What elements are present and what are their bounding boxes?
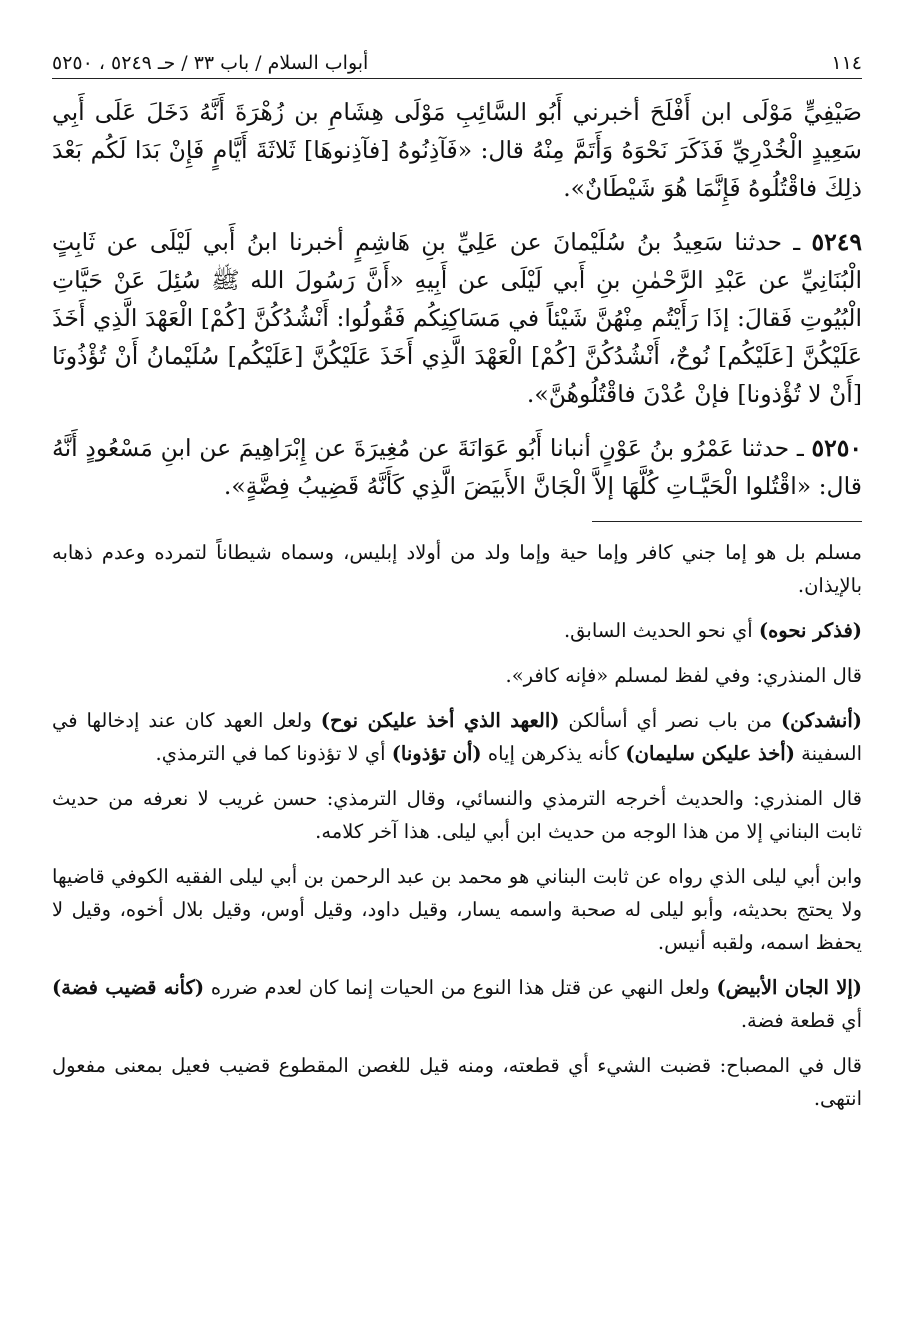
- note-paragraph: مسلم بل هو إما جني كافر وإما حية وإما ولد من أولاد إبليس، وسماه شيطاناً لتمرده وعدم ذهابه بالإيذان.: [52, 541, 862, 597]
- note-text: أي لا تؤذونا كما في الترمذي.: [155, 742, 392, 765]
- hadith-number: ٥٢٥٠: [811, 434, 862, 462]
- hadith-continuation: صَيْفِيٍّ مَوْلَى ابن أَفْلَحَ أخبرني أَبُو السَّائِبِ مَوْلَى هِشَامِ بن زُهْرَةَ أَنَّهُ دَخَلَ عَلَى أَبِي سَعِيدٍ الْخُدْرِيِّ فَذَكَرَ نَحْوَهُ وَأَتَمَّ مِنْهُ قال: «فَآذِنُوهُ [فآذِنوهَا] ثَلاثَةَ أَيَّامٍ فَإِنْ بَدَا لَكُم بَعْدَ ذلِكَ فاقْتُلُوهُ فَإِنَّمَا هُوَ شَيْطَانٌ».: [52, 98, 862, 202]
- hadith-text: ـ حدثنا سَعِيدُ بنُ سُلَيْمانَ عن عَلِيِّ بنِ هَاشِمٍ أخبرنا ابنُ أَبي لَيْلَى عن ثَابِتٍ الْبُنَانِيِّ عن عَبْدِ الرَّحْمٰنِ بنِ أَبي لَيْلَى عن أَبِيهِ «أَنَّ رَسُولَ الله ﷺ سُئِلَ عَنْ حَيَّاتِ الْبُيُوتِ فَقالَ: إذَا رَأَيْتُم مِنْهُنَّ شَيْئاً في مَسَاكِنِكُم فَقُولُوا: أَنْشُدُكُنَّ [كُمْ] الْعَهْدَ الَّذِي أَخَذَ عَلَيْكُنَّ [عَلَيْكُم] نُوحٌ، أَنْشُدُكُنَّ [كُمْ] الْعَهْدَ الَّذِي أَخَذَ عَلَيْكُنَّ [عَلَيْكُم] سُلَيْمانُ أَنْ تُؤْذُونَا [أَنْ لا تُؤْذونا] فإنْ عُدْنَ فاقْتُلُوهُنَّ».: [52, 228, 862, 408]
- main-text: [52, 93, 862, 505]
- note-keyword: (العهد الذي أخذ عليكن نوح): [320, 709, 560, 732]
- running-header: [52, 52, 862, 79]
- note-keyword: (إلا الجان الأبيض): [716, 976, 862, 999]
- hadith-5249: [52, 223, 862, 413]
- note-keyword: (أخذ عليكن سليمان): [625, 742, 795, 765]
- note-paragraph: [52, 971, 862, 1037]
- note-text: كأنه يذكرهن إياه: [481, 742, 626, 765]
- note-paragraph: [52, 614, 862, 647]
- note-keyword: (كأنه قضيب فضة): [52, 976, 205, 999]
- book-page: [52, 52, 862, 1127]
- note-keyword: (أنشدكن): [780, 709, 862, 732]
- note-paragraph: قال المنذري: والحديث أخرجه الترمذي والنسائي، وقال الترمذي: حسن غريب لا نعرفه من حديث ثابت البناني إلا من هذا الوجه من حديث ابن أبي ليلى. هذا آخر كلامه.: [52, 787, 862, 843]
- note-text: ولعل النهي عن قتل هذا النوع من الحيات إنما كان لعدم ضرره: [204, 976, 717, 999]
- note-text: أي نحو الحديث السابق.: [563, 619, 759, 642]
- note-paragraph: قال المنذري: وفي لفظ لمسلم «فإنه كافر».: [505, 664, 862, 687]
- commentary: [52, 536, 862, 1115]
- note-keyword: (أن تؤذونا): [391, 742, 482, 765]
- footnote-divider: [592, 521, 862, 522]
- hadith-number: ٥٢٤٩: [811, 228, 862, 256]
- note-text: من باب نصر أي أسألكن: [559, 709, 781, 732]
- hadith-text: ـ حدثنا عَمْرُو بنُ عَوْنٍ أنبانا أَبُو عَوَانَةَ عن مُغِيرَةَ عن إِبْرَاهِيمَ عن ابنِ مَسْعُودٍ أَنَّهُ قال: «اقْتُلوا الْحَيَّـاتِ كُلَّهَا إلاَّ الْجَانَّ الأَبيَضَ الَّذِي كَأَنَّهُ قَضِيبُ فِضَّةٍ».: [52, 434, 862, 500]
- note-keyword: (فذكر نحوه): [758, 619, 862, 642]
- running-title: أبواب السلام / باب ٣٣ / حـ ٥٢٤٩ ، ٥٢٥٠: [52, 52, 369, 74]
- note-text: أي قطعة فضة.: [740, 1009, 862, 1032]
- hadith-5250: [52, 429, 862, 505]
- note-paragraph: وابن أبي ليلى الذي رواه عن ثابت البناني هو محمد بن عبد الرحمن بن أبي ليلى الفقيه الكوفي قاضيها ولا يحتج بحديثه، وأبو ليلى له صحبة واسمه يسار، وقيل داود، وقيل أوس، وقيل بلال أخوه، وقيل لا يحفظ اسمه، ولقبه أنيس.: [52, 865, 862, 954]
- note-paragraph: [52, 704, 862, 770]
- note-paragraph: قال في المصباح: قضبت الشيء أي قطعته، ومنه قيل للغصن المقطوع قضيب فعيل بمعنى مفعول انتهى.: [52, 1054, 862, 1110]
- page-number: ١١٤: [831, 52, 862, 74]
- note-text: ولعل العهد كان عند إدخالها في السفينة: [52, 709, 862, 765]
